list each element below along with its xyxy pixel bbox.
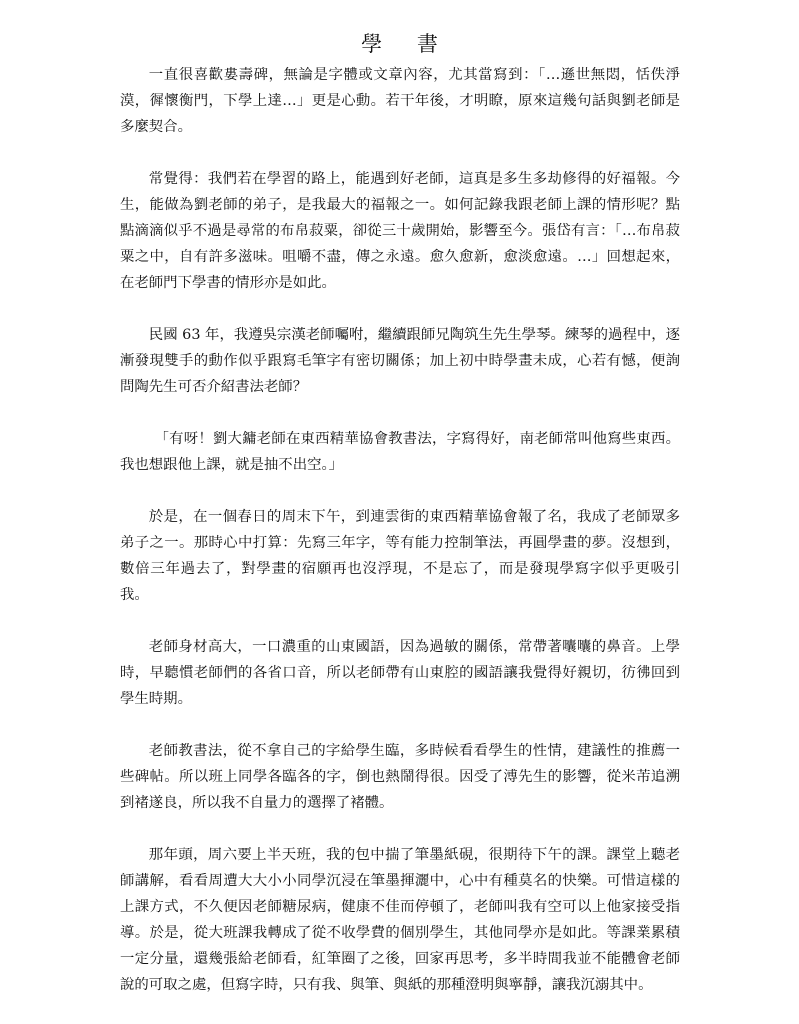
paragraph-2: 常覺得：我們若在學習的路上，能遇到好老師，這真是多生多劫修得的好福報。今生，能做為劉老師的弟子，是我最大的福報之一。如何記錄我跟老師上課的情形呢？點點滴滴似乎不過是尋常的布帛菽粟，卻從三十歲開始，影響至今。張岱有言：「…布帛菽粟之中，自有許多滋味。咀嚼不盡，傳之永遠。愈久愈新，愈淡愈遠。…」回想起來，在老師門下學書的情形亦是如此。 (120, 171, 680, 291)
paragraph-1: 一直很喜歡婁壽碑，無論是字體或文章內容，尤其當寫到：「…遜世無悶，恬佚淨漠，徲懷衡門，下學上達…」更是心動。若干年後，才明瞭，原來這幾句話與劉老師是多麼契合。 (120, 67, 680, 135)
paragraph-4-quote: 「有呀！劉大鏞老師在東西精華協會教書法，字寫得好，南老師常叫他寫些東西。我也想跟他上課，就是抽不出空。」 (120, 431, 680, 473)
document-title: 學 書 (361, 32, 452, 56)
paragraph-7: 老師教書法，從不拿自己的字給學生臨，多時候看看學生的性情，建議性的推薦一些碑帖。所以班上同學各臨各的字，倒也熱鬧得很。因受了溥先生的影響，從米芾追溯到褚遂良，所以我不自量力的選擇了褚體。 (120, 743, 680, 811)
paragraph-8: 那年頭，周六要上半天班，我的包中揣了筆墨紙硯，很期待下午的課。課堂上聽老師講解，看看周遭大大小小同學沉浸在筆墨揮灑中，心中有種莫名的快樂。可惜這樣的上課方式，不久便因老師糖尿病，健康不佳而停頓了，老師叫我有空可以上他家接受指導。於是，從大班課我轉成了從不收學費的個別學生，其他同學亦是如此。等課業累積一定分量，還幾張給老師看，紅筆圈了之後，回家再思考，多半時間我並不能體會老師說的可取之處，但寫字時，只有我、與筆、與紙的那種澄明與寧靜，讓我沉溺其中。 (120, 847, 680, 993)
paragraph-6: 老師身材高大，一口濃重的山東國語，因為過敏的關係，常帶著囔囔的鼻音。上學時，早聽慣老師們的各省口音，所以老師帶有山東腔的國語讓我覺得好親切，彷彿回到學生時期。 (120, 639, 680, 707)
paragraph-5: 於是，在一個春日的周末下午，到連雲街的東西精華協會報了名，我成了老師眾多弟子之一。那時心中打算：先寫三年字，等有能力控制筆法，再圓學畫的夢。沒想到，數倍三年過去了，對學畫的宿願再也沒浮現，不是忘了，而是發現學寫字似乎更吸引我。 (120, 509, 680, 603)
paragraph-3: 民國 63 年，我遵吳宗漢老師囑咐，繼續跟師兄陶筑生先生學琴。練琴的過程中，逐漸發現雙手的動作似乎跟寫毛筆字有密切關係；加上初中時學畫未成，心若有憾，便詢問陶先生可否介紹書法老師？ (120, 327, 680, 395)
document-body (120, 62, 680, 1024)
